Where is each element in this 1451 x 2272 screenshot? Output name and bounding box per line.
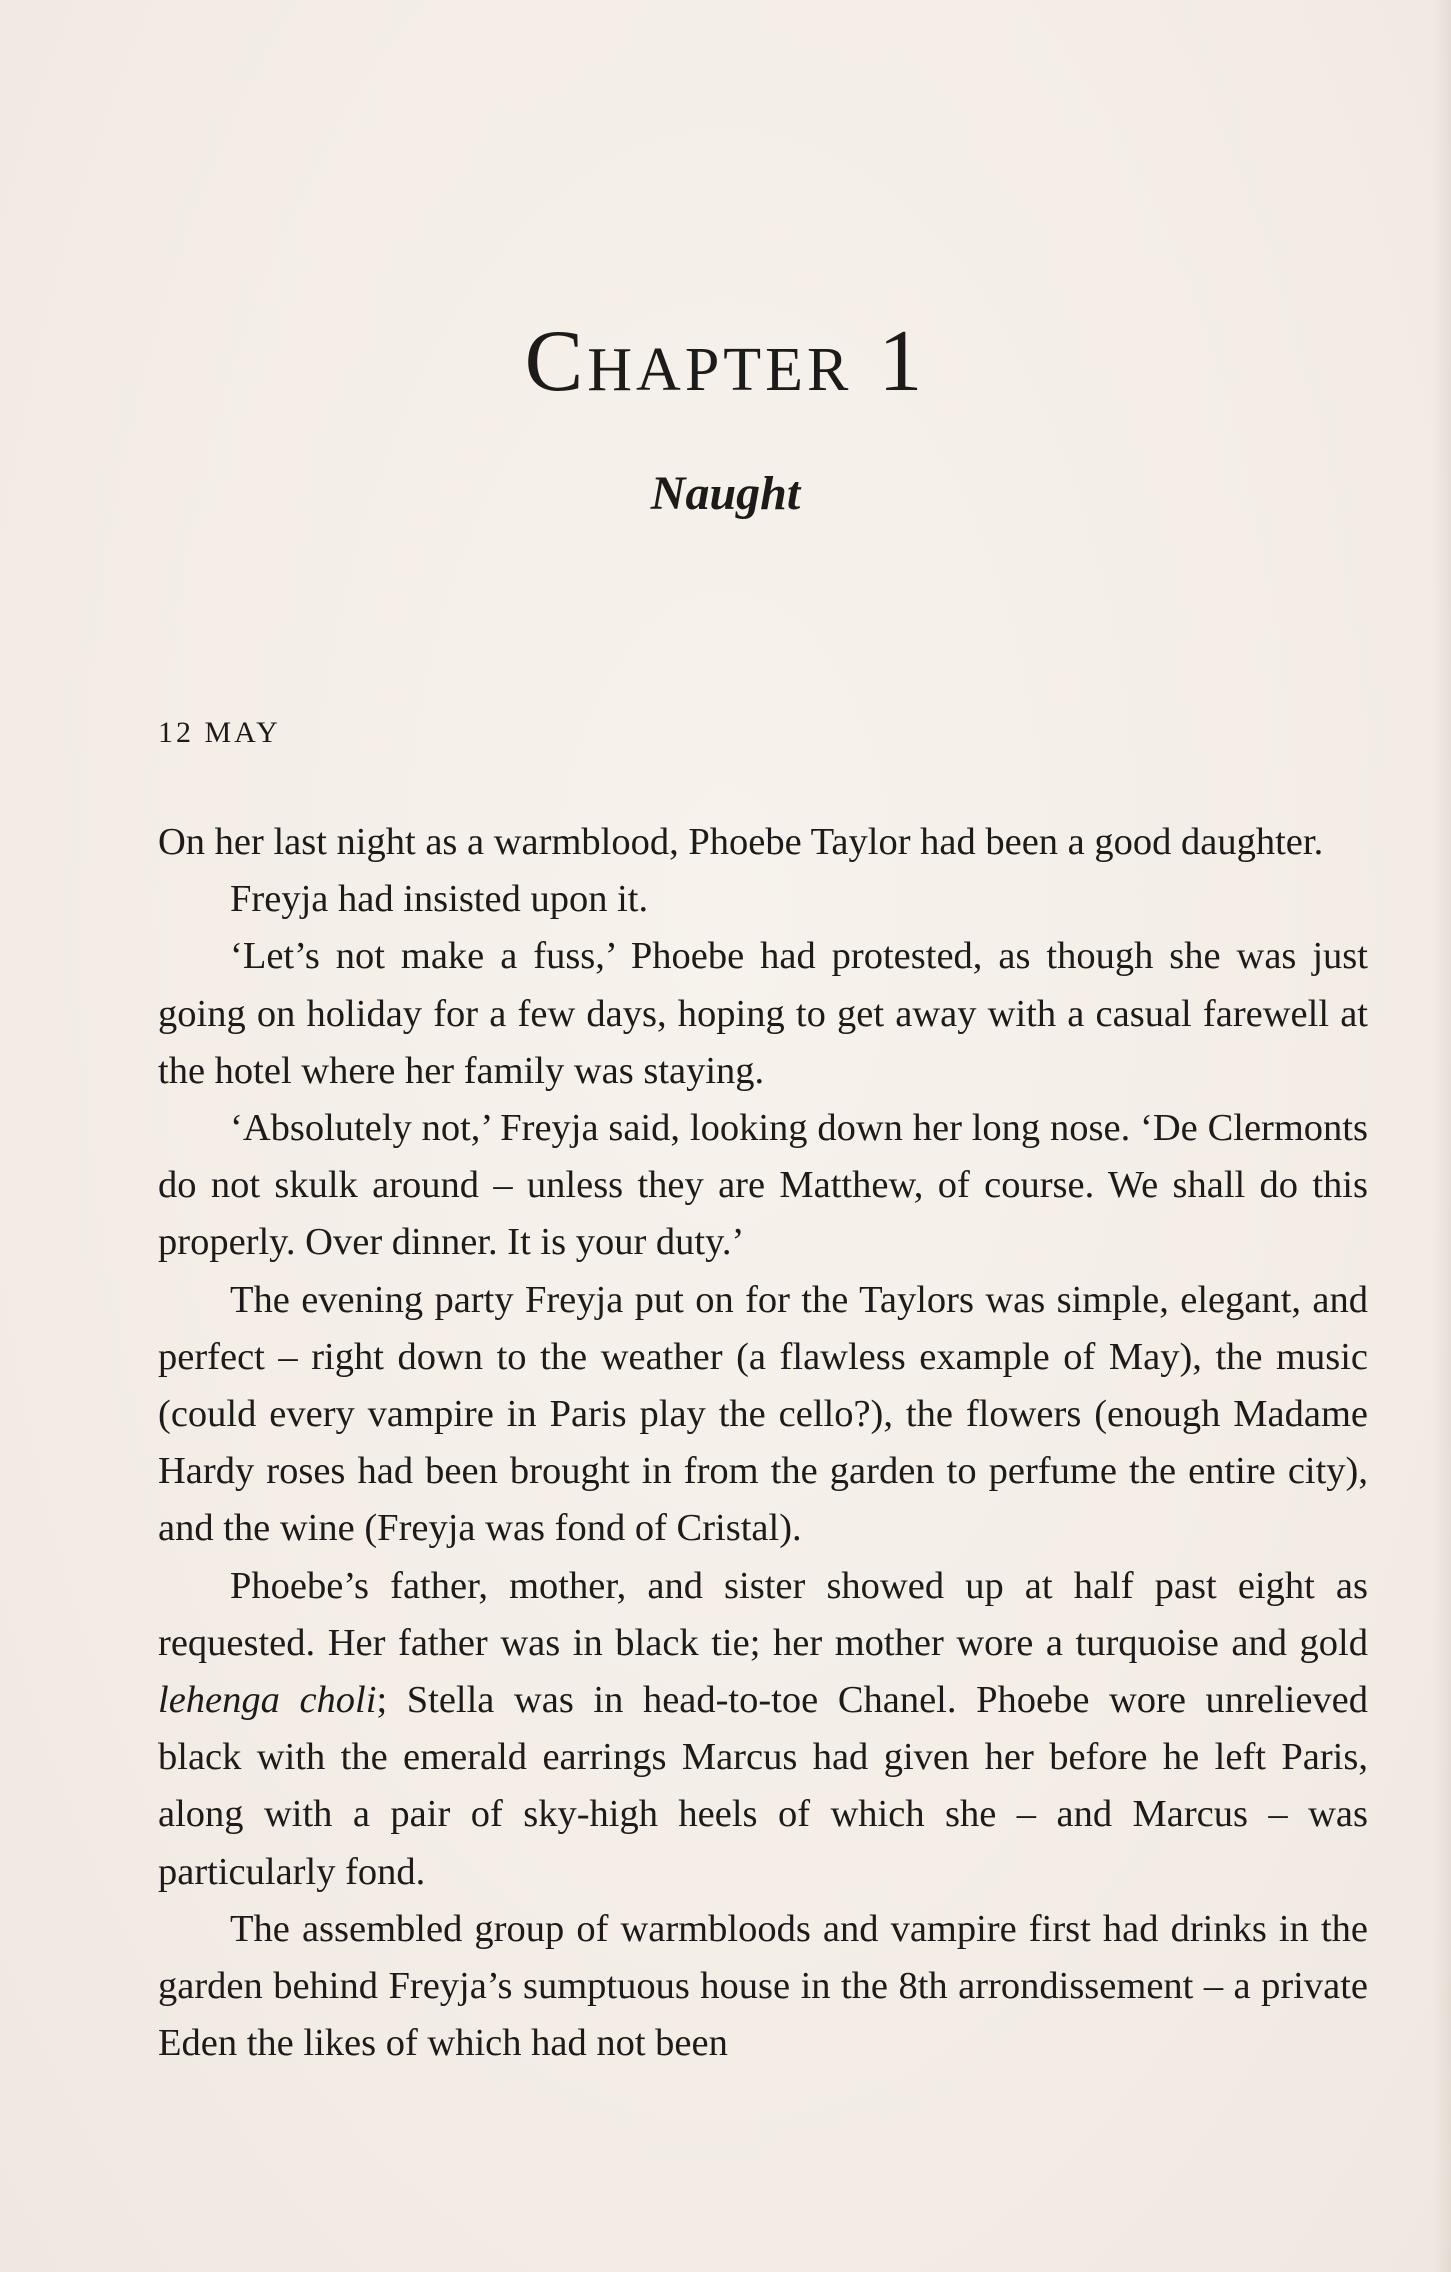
paragraph-text: The assembled group of warmbloods and vampire first had drinks in the garden behind Freyja’s sumptuous house in the 8th arrondissement – a private Eden the likes of which had not been xyxy=(158,1907,1368,2065)
paragraph-text: ; Stella was in head-to-toe Chanel. Phoebe wore unrelieved black with the emerald earrings Marcus had given her before he left Paris, along with a pair of sky-high heels of which she – and Marcus – was particularly fond. xyxy=(158,1679,1368,1893)
paragraph xyxy=(158,928,1368,1100)
paragraph xyxy=(158,1558,1368,1901)
paragraph-text: On her last night as a warmblood, Phoebe Taylor had been a good daughter. xyxy=(158,821,1324,863)
paragraph-text: ‘Let’s not make a fuss,’ Phoebe had protested, as though she was just going on holiday for a few days, hoping to get away with a casual farewell at the hotel where her family was staying. xyxy=(158,935,1368,1092)
italic-text: lehenga choli xyxy=(158,1679,377,1722)
paragraph xyxy=(158,1272,1368,1558)
date-heading: 12 MAY xyxy=(158,716,281,749)
paragraph xyxy=(158,1100,1368,1272)
chapter-subtitle: Naught xyxy=(650,467,801,520)
chapter-title: Chapter 1 xyxy=(524,313,927,410)
paragraph-text: Freyja had insisted upon it. xyxy=(230,878,649,921)
paragraph xyxy=(158,814,1368,871)
paragraph-text: ‘Absolutely not,’ Freyja said, looking down her long nose. ‘De Clermonts do not skulk around – unless they are Matthew, of course. We shall do this properly. Over dinner. It is your duty.’ xyxy=(158,1107,1368,1264)
paragraph-text: The evening party Freyja put on for the Taylors was simple, elegant, and perfect – right down to the weather (a flawless example of May), the music (could every vampire in Paris play the cello?), the flowers (enough Madame Hardy roses had been brought in from the garden to perfume the entire city), and the wine (Freyja was fond of Cristal). xyxy=(158,1278,1368,1550)
paragraph xyxy=(158,871,1368,928)
paragraph xyxy=(158,1901,1368,2073)
paragraph-text: Phoebe’s father, mother, and sister showed up at half past eight as requested. Her father was in black tie; her mother wore a turquoise and gold xyxy=(158,1564,1368,1664)
body-text xyxy=(158,814,1368,2072)
